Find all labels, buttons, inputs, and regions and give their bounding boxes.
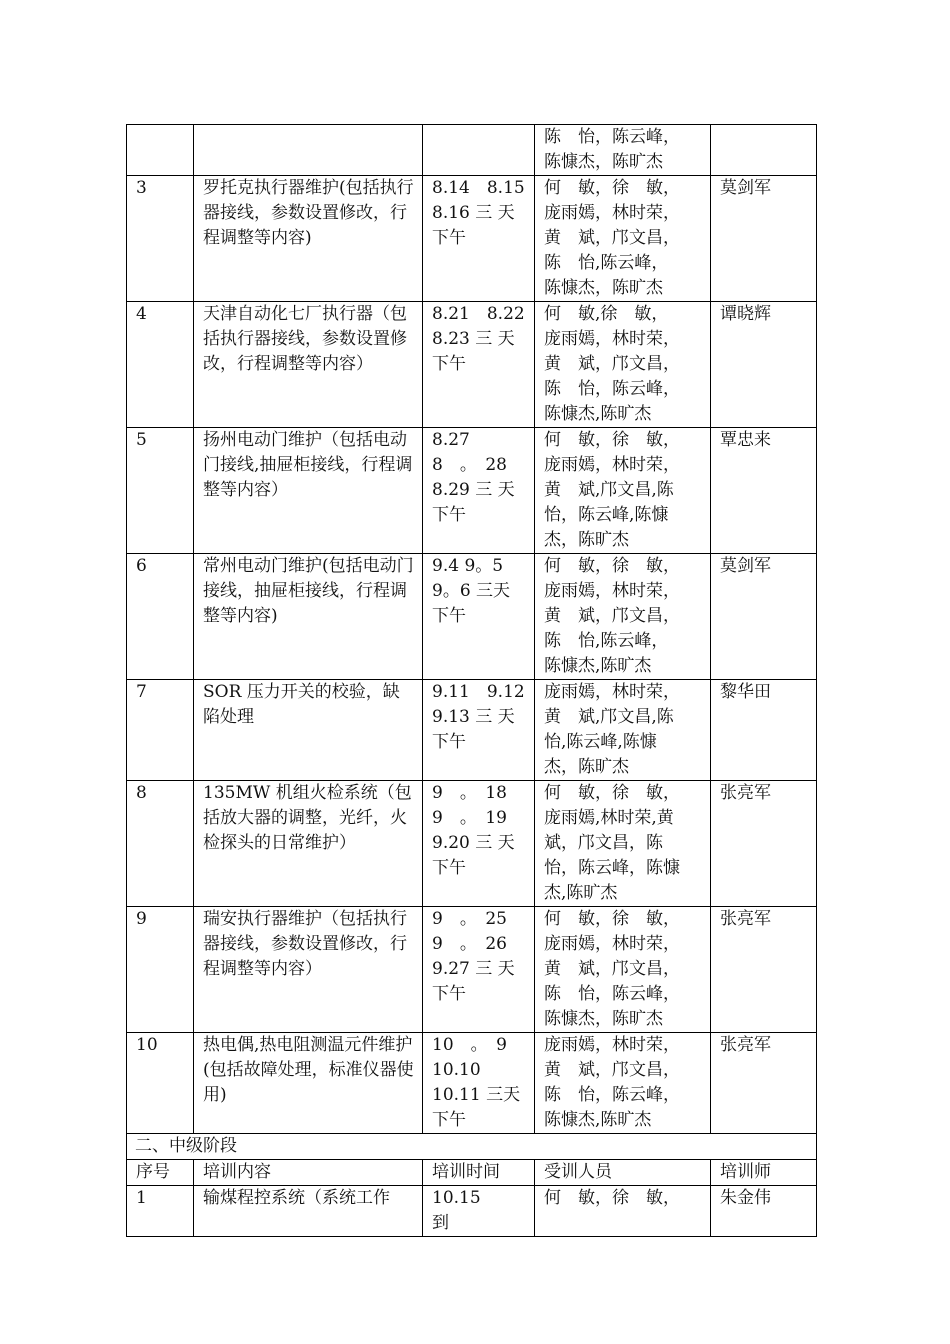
training-time [423, 125, 535, 176]
trainer: 张亮军 [711, 1033, 817, 1134]
training-content: 135MW 机组火检系统（包括放大器的调整，光纤，火检探头的日常维护） [194, 781, 423, 907]
trainer: 张亮军 [711, 781, 817, 907]
trainees: 陈 怡，陈云峰， 陈慷杰，陈旷杰 [535, 125, 711, 176]
trainees: 庞雨嫣，林时荣， 黄 斌,邝文昌,陈 怡,陈云峰,陈慷 杰，陈旷杰 [535, 680, 711, 781]
training-plan-table [126, 124, 817, 1237]
training-time: 9 。 25 9 。 26 9.27 三 天 下午 [423, 907, 535, 1033]
training-content: 瑞安执行器维护（包括执行器接线，参数设置修改，行程调整等内容） [194, 907, 423, 1033]
trainer [711, 125, 817, 176]
training-content: SOR 压力开关的校验，缺陷处理 [194, 680, 423, 781]
table-row [127, 781, 817, 907]
section-row [127, 1134, 817, 1160]
row-number: 6 [127, 554, 194, 680]
trainer: 莫剑军 [711, 554, 817, 680]
table-row [127, 125, 817, 176]
trainees: 何 敏,徐 敏， 庞雨嫣，林时荣， 黄 斌，邝文昌， 陈 怡，陈云峰， 陈慷杰,陈旷杰 [535, 302, 711, 428]
training-time: 9.11 9.12 9.13 三 天 下午 [423, 680, 535, 781]
row-number: 4 [127, 302, 194, 428]
header-number: 序号 [127, 1160, 194, 1186]
row-number: 3 [127, 176, 194, 302]
trainer: 谭晓辉 [711, 302, 817, 428]
trainer: 黎华田 [711, 680, 817, 781]
training-time: 10.15 到 [423, 1186, 535, 1237]
header-trainees: 受训人员 [535, 1160, 711, 1186]
table-row [127, 907, 817, 1033]
table-row [127, 176, 817, 302]
row-number [127, 125, 194, 176]
header-content: 培训内容 [194, 1160, 423, 1186]
training-content [194, 125, 423, 176]
trainees: 何 敏，徐 敏， 庞雨嫣，林时荣， 黄 斌，邝文昌， 陈 怡,陈云峰， 陈慷杰，陈旷杰 [535, 176, 711, 302]
training-time: 8.14 8.15 8.16 三 天 下午 [423, 176, 535, 302]
row-number: 8 [127, 781, 194, 907]
training-content: 输煤程控系统（系统工作 [194, 1186, 423, 1237]
trainer: 张亮军 [711, 907, 817, 1033]
training-content: 常州电动门维护(包括电动门接线，抽屉柜接线，行程调整等内容) [194, 554, 423, 680]
training-time: 8.27 8 。 28 8.29 三 天 下午 [423, 428, 535, 554]
training-content: 热电偶,热电阻测温元件维护(包括故障处理，标准仪器使用) [194, 1033, 423, 1134]
training-content: 扬州电动门维护（包括电动门接线,抽屉柜接线，行程调整等内容） [194, 428, 423, 554]
training-time: 8.21 8.22 8.23 三 天 下午 [423, 302, 535, 428]
trainees: 何 敏，徐 敏， 庞雨嫣，林时荣， 黄 斌，邝文昌， 陈 怡,陈云峰， 陈慷杰,陈旷杰 [535, 554, 711, 680]
table-row [127, 1033, 817, 1134]
table-row [127, 680, 817, 781]
trainer: 朱金伟 [711, 1186, 817, 1237]
trainees: 何 敏，徐 敏， 庞雨嫣,林时荣,黄 斌，邝文昌，陈 怡，陈云峰，陈慷 杰,陈旷杰 [535, 781, 711, 907]
header-trainer: 培训师 [711, 1160, 817, 1186]
training-content: 罗托克执行器维护(包括执行器接线，参数设置修改，行程调整等内容) [194, 176, 423, 302]
trainer: 莫剑军 [711, 176, 817, 302]
header-row [127, 1160, 817, 1186]
table-row [127, 554, 817, 680]
training-time: 10 。 9 10.10 10.11 三天 下午 [423, 1033, 535, 1134]
training-time: 9 。 18 9 。 19 9.20 三 天 下午 [423, 781, 535, 907]
trainer: 覃忠来 [711, 428, 817, 554]
header-time: 培训时间 [423, 1160, 535, 1186]
row-number: 5 [127, 428, 194, 554]
table-row [127, 428, 817, 554]
row-number: 1 [127, 1186, 194, 1237]
training-time: 9.4 9。5 9。6 三天 下午 [423, 554, 535, 680]
trainees: 何 敏，徐 敏， 庞雨嫣，林时荣， 黄 斌,邝文昌,陈 怡，陈云峰,陈慷 杰，陈旷杰 [535, 428, 711, 554]
table-row [127, 302, 817, 428]
training-content: 天津自动化七厂执行器（包括执行器接线，参数设置修改，行程调整等内容） [194, 302, 423, 428]
row-number: 9 [127, 907, 194, 1033]
trainees: 何 敏，徐 敏， 庞雨嫣，林时荣， 黄 斌，邝文昌， 陈 怡，陈云峰， 陈慷杰，陈旷杰 [535, 907, 711, 1033]
trainees: 何 敏，徐 敏， [535, 1186, 711, 1237]
table-row [127, 1186, 817, 1237]
row-number: 7 [127, 680, 194, 781]
trainees: 庞雨嫣，林时荣， 黄 斌，邝文昌， 陈 怡，陈云峰， 陈慷杰,陈旷杰 [535, 1033, 711, 1134]
row-number: 10 [127, 1033, 194, 1134]
section-title: 二、中级阶段 [127, 1134, 817, 1160]
